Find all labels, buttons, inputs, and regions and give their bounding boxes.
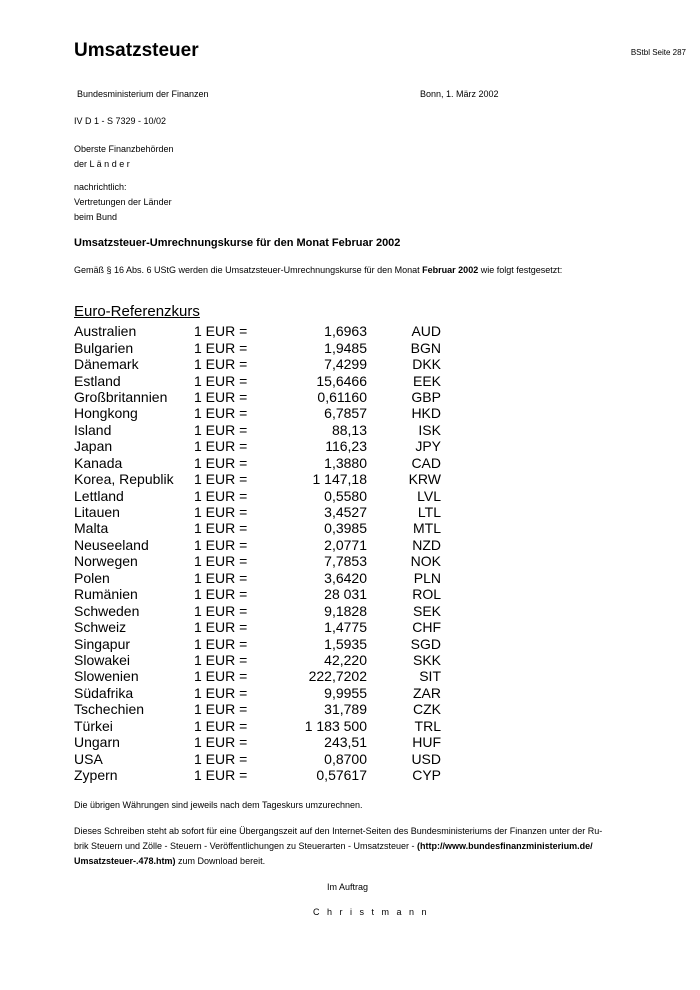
country-cell: USA — [74, 750, 103, 767]
base-cell: 1 EUR = — [194, 405, 248, 422]
base-cell: 1 EUR = — [194, 651, 248, 668]
base-cell: 1 EUR = — [194, 717, 248, 734]
rate-cell: 0,3985 — [324, 520, 367, 537]
base-cell: 1 EUR = — [194, 438, 248, 455]
base-cell: 1 EUR = — [194, 471, 248, 488]
currency-code-cell: KRW — [408, 471, 441, 488]
currency-code-cell: TRL — [414, 717, 441, 734]
rates-heading: Euro-Referenzkurs — [74, 303, 200, 320]
rate-row — [70, 487, 441, 503]
rate-cell: 0,5580 — [324, 487, 367, 504]
country-cell: Türkei — [74, 717, 113, 734]
country-cell: Großbritannien — [74, 388, 168, 405]
subject-heading: Umsatzsteuer-Umrechnungskurse für den Monat Februar 2002 — [74, 237, 401, 249]
rate-cell: 15,6466 — [316, 372, 367, 389]
base-cell: 1 EUR = — [194, 668, 248, 685]
currency-code-cell: LVL — [417, 487, 441, 504]
base-cell: 1 EUR = — [194, 388, 248, 405]
rate-row — [70, 471, 441, 487]
country-cell: Lettland — [74, 487, 124, 504]
currency-code-cell: LTL — [417, 504, 441, 521]
country-cell: Norwegen — [74, 553, 138, 570]
country-cell: Zypern — [74, 767, 118, 784]
currency-code-cell: BGN — [410, 339, 441, 356]
base-cell: 1 EUR = — [194, 487, 248, 504]
rate-row — [70, 323, 441, 339]
rate-cell: 1,3880 — [324, 454, 367, 471]
currency-code-cell: CHF — [412, 619, 441, 636]
rate-row — [70, 520, 441, 536]
currency-code-cell: JPY — [415, 438, 441, 455]
base-cell: 1 EUR = — [194, 750, 248, 767]
rate-cell: 3,4527 — [324, 504, 367, 521]
currency-code-cell: CAD — [411, 454, 441, 471]
rate-row — [70, 389, 441, 405]
country-cell: Polen — [74, 569, 110, 586]
rate-cell: 7,7853 — [324, 553, 367, 570]
currency-code-cell: MTL — [413, 520, 441, 537]
rate-cell: 1,9485 — [324, 339, 367, 356]
rate-cell: 1,4775 — [324, 619, 367, 636]
recipient-line: Oberste Finanzbehörden — [74, 144, 174, 154]
rate-cell: 42,220 — [324, 651, 367, 668]
cc-label: nachrichtlich: — [74, 182, 127, 192]
base-cell: 1 EUR = — [194, 734, 248, 751]
exchange-rate-rows — [70, 323, 441, 783]
rate-row — [70, 422, 441, 438]
document-title: Umsatzsteuer — [74, 40, 199, 61]
country-cell: Bulgarien — [74, 339, 134, 356]
country-cell: Neuseeland — [74, 536, 149, 553]
currency-code-cell: HUF — [412, 734, 441, 751]
rate-cell: 0,61160 — [317, 388, 367, 405]
sender: Bundesministerium der Finanzen — [77, 89, 209, 99]
country-cell: Hongkong — [74, 405, 138, 422]
country-cell: Litauen — [74, 504, 120, 521]
rate-cell: 3,6420 — [324, 569, 367, 586]
country-cell: Südafrika — [74, 684, 134, 701]
notice-text: Dieses Schreiben steht ab sofort für eine Übergangszeit auf den Internet-Seiten des Bundesministeriums der Finanzen unter der Ru- — [74, 826, 603, 836]
currency-code-cell: HKD — [411, 405, 441, 422]
rate-row — [70, 767, 441, 783]
country-cell: Malta — [74, 520, 109, 537]
currency-code-cell: ISK — [418, 421, 441, 438]
base-cell: 1 EUR = — [194, 586, 248, 603]
currency-code-cell: NZD — [412, 536, 441, 553]
country-cell: Ungarn — [74, 734, 120, 751]
base-cell: 1 EUR = — [194, 356, 248, 373]
country-cell: Schweden — [74, 602, 140, 619]
country-cell: Slowenien — [74, 668, 139, 685]
base-cell: 1 EUR = — [194, 602, 248, 619]
rate-row — [70, 372, 441, 388]
rate-row — [70, 405, 441, 421]
cc-block — [74, 180, 172, 225]
rate-row — [70, 734, 441, 750]
base-cell: 1 EUR = — [194, 421, 248, 438]
rate-row — [70, 685, 441, 701]
country-cell: Island — [74, 421, 112, 438]
rate-row — [70, 635, 441, 651]
currency-code-cell: SIT — [419, 668, 441, 685]
country-cell: Slowakei — [74, 651, 131, 668]
closing-phrase: Im Auftrag — [327, 882, 369, 892]
currency-code-cell: EEK — [412, 372, 441, 389]
rate-cell: 1 183 500 — [304, 717, 367, 734]
currency-code-cell: AUD — [411, 323, 441, 340]
country-cell: Rumänien — [74, 586, 138, 603]
notice-text: brik Steuern und Zölle - Steuern - Veröffentlichungen zu Steuerarten - Umsatzsteuer - — [74, 841, 418, 851]
rate-row — [70, 339, 441, 355]
country-cell: Dänemark — [74, 356, 139, 373]
download-notice — [74, 824, 634, 869]
currency-code-cell: PLN — [413, 569, 441, 586]
rate-cell: 9,9955 — [324, 684, 367, 701]
country-cell: Kanada — [74, 454, 123, 471]
note-other-currencies: Die übrigen Währungen sind jeweils nach dem Tageskurs umzurechnen. — [74, 800, 363, 810]
rate-row — [70, 356, 441, 372]
base-cell: 1 EUR = — [194, 520, 248, 537]
rate-row — [70, 504, 441, 520]
rate-row — [70, 438, 441, 454]
country-cell: Singapur — [74, 635, 131, 652]
base-cell: 1 EUR = — [194, 372, 248, 389]
currency-code-cell: ROL — [412, 586, 441, 603]
currency-code-cell: CZK — [413, 701, 441, 718]
currency-code-cell: SGD — [410, 635, 441, 652]
rate-row — [70, 455, 441, 471]
base-cell: 1 EUR = — [194, 339, 248, 356]
intro-paragraph — [74, 265, 562, 275]
reference-number: IV D 1 - S 7329 - 10/02 — [74, 116, 167, 126]
rate-cell: 243,51 — [324, 734, 367, 751]
intro-text-end: wie folgt festgesetzt: — [478, 265, 563, 275]
currency-code-cell: ZAR — [413, 684, 441, 701]
rate-cell: 1,6963 — [324, 323, 367, 340]
rate-row — [70, 602, 441, 618]
base-cell: 1 EUR = — [194, 504, 248, 521]
rate-row — [70, 750, 441, 766]
letter-date: Bonn, 1. März 2002 — [420, 89, 499, 99]
base-cell: 1 EUR = — [194, 701, 248, 718]
rate-cell: 116,23 — [325, 438, 367, 455]
rate-cell: 1 147,18 — [312, 471, 367, 488]
country-cell: Tschechien — [74, 701, 145, 718]
currency-code-cell: NOK — [410, 553, 441, 570]
base-cell: 1 EUR = — [194, 684, 248, 701]
intro-text: Gemäß § 16 Abs. 6 UStG werden die Umsatzsteuer-Umrechnungskurse für den Monat — [74, 265, 423, 275]
rate-cell: 0,57617 — [316, 767, 367, 784]
base-cell: 1 EUR = — [194, 569, 248, 586]
country-cell: Estland — [74, 372, 121, 389]
intro-month: Februar 2002 — [422, 265, 479, 275]
base-cell: 1 EUR = — [194, 767, 248, 784]
currency-code-cell: SEK — [412, 602, 441, 619]
base-cell: 1 EUR = — [194, 536, 248, 553]
country-cell: Japan — [74, 438, 113, 455]
rate-row — [70, 586, 441, 602]
base-cell: 1 EUR = — [194, 323, 248, 340]
currency-code-cell: DKK — [412, 356, 441, 373]
rate-row — [70, 619, 441, 635]
signer-name: C h r i s t m a n n — [313, 907, 430, 917]
cc-line: beim Bund — [74, 212, 118, 222]
currency-code-cell: USD — [411, 750, 441, 767]
rate-cell: 2,0771 — [324, 536, 367, 553]
cc-line: Vertretungen der Länder — [74, 197, 172, 207]
base-cell: 1 EUR = — [194, 635, 248, 652]
rate-row — [70, 652, 441, 668]
rate-cell: 0,8700 — [324, 750, 367, 767]
country-cell: Schweiz — [74, 619, 127, 636]
currency-code-cell: GBP — [411, 388, 441, 405]
base-cell: 1 EUR = — [194, 619, 248, 636]
rate-cell: 28 031 — [324, 586, 367, 603]
rate-row — [70, 570, 441, 586]
rate-row — [70, 553, 441, 569]
recipient-block — [74, 142, 174, 172]
download-link[interactable]: (http://www.bundesfinanzministerium.de/ — [417, 841, 593, 851]
rate-row — [70, 718, 441, 734]
rate-cell: 1,5935 — [324, 635, 367, 652]
rate-cell: 88,13 — [331, 421, 367, 438]
rate-row — [70, 701, 441, 717]
currency-code-cell: SKK — [412, 651, 441, 668]
rate-row — [70, 668, 441, 684]
base-cell: 1 EUR = — [194, 454, 248, 471]
rate-cell: 222,7202 — [308, 668, 367, 685]
country-cell: Korea, Republik — [74, 471, 174, 488]
notice-text-end: zum Download bereit. — [175, 856, 266, 866]
base-cell: 1 EUR = — [194, 553, 248, 570]
rate-cell: 9,1828 — [324, 602, 367, 619]
country-cell: Australien — [74, 323, 137, 340]
rate-cell: 7,4299 — [324, 356, 367, 373]
rate-cell: 31,789 — [324, 701, 367, 718]
exchange-rate-table — [70, 323, 441, 783]
download-link-continued[interactable]: Umsatzsteuer-.478.htm) — [74, 856, 176, 866]
rate-cell: 6,7857 — [324, 405, 367, 422]
currency-code-cell: CYP — [412, 767, 441, 784]
rate-row — [70, 537, 441, 553]
recipient-line: der L ä n d e r — [74, 159, 130, 169]
page-reference: BStbl Seite 287 — [630, 48, 686, 57]
